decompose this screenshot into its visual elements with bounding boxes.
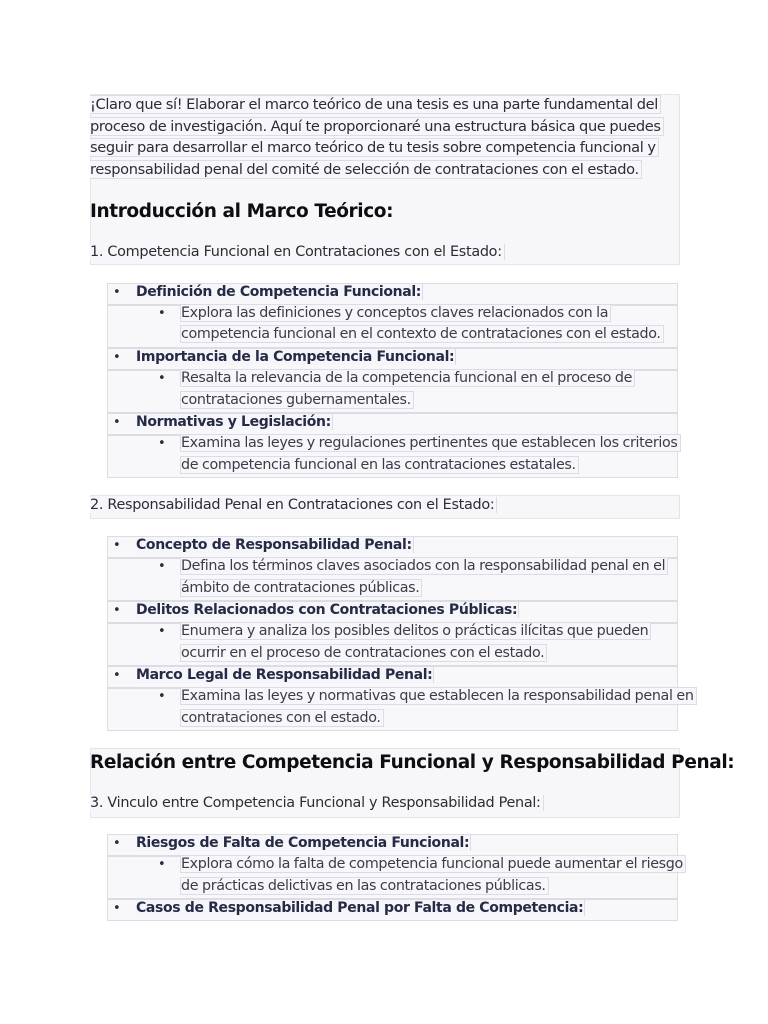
bullet-icon: • [158,436,166,451]
bullet-icon: • [113,901,121,916]
list-item-label: Definición de Competencia Funcional: [136,284,422,300]
bullet-icon: • [158,306,166,321]
list-item-label: Riesgos de Falta de Competencia Funcional: [136,835,470,851]
bullet-icon: • [158,559,166,574]
list-item-label: Concepto de Responsabilidad Penal: [136,537,412,553]
bullet-icon: • [113,668,121,683]
intro-line: proceso de investigación. Aquí te proporcionaré una estructura básica que puedes [90,116,664,138]
bullet-icon: • [158,624,166,639]
detail-line: Explora cómo la falta de competencia funcional puede aumentar el riesgo [180,856,686,872]
detail-line: Resalta la relevancia de la competencia funcional en el proceso de [180,370,635,386]
section-title-3: 3. Vinculo entre Competencia Funcional y Responsabilidad Penal: [90,795,544,811]
intro-paragraph [90,94,664,181]
detail-line: contrataciones con el estado. [180,710,384,726]
bullet-icon: • [113,350,121,365]
intro-line: responsabilidad penal del comité de selección de contrataciones con el estado. [90,159,664,181]
list-item-label: Importancia de la Competencia Funcional: [136,349,455,365]
bullet-icon: • [158,689,166,704]
section-heading-relation: Relación entre Competencia Funcional y Responsabilidad Penal: [90,752,735,773]
list-item-label: Normativas y Legislación: [136,414,331,430]
bullet-icon: • [113,285,121,300]
bullet-icon: • [113,603,121,618]
section-heading-intro: Introducción al Marco Teórico: [90,201,394,222]
detail-line: Explora las definiciones y conceptos claves relacionados con la [180,305,611,321]
detail-line: Examina las leyes y normativas que establecen la responsabilidad penal en [180,688,697,704]
detail-line: Enumera y analiza los posibles delitos o prácticas ilícitas que pueden [180,623,651,639]
section-title-2: 2. Responsabilidad Penal en Contrataciones con el Estado: [90,497,497,513]
detail-line: ocurrir en el proceso de contrataciones con el estado. [180,645,547,661]
bullet-icon: • [113,836,121,851]
detail-line: de prácticas delictivas en las contrataciones públicas. [180,878,549,894]
detail-line: de competencia funcional en las contrataciones estatales. [180,457,579,473]
section-title-1: 1. Competencia Funcional en Contrataciones con el Estado: [90,244,505,260]
detail-line: ámbito de contrataciones públicas. [180,580,422,596]
bullet-icon: • [113,415,121,430]
intro-line: ¡Claro que sí! Elaborar el marco teórico de una tesis es una parte fundamental del [90,94,664,116]
detail-line: contrataciones gubernamentales. [180,392,414,408]
list-item-label: Delitos Relacionados con Contrataciones Públicas: [136,602,518,618]
list-item-label: Marco Legal de Responsabilidad Penal: [136,667,433,683]
bullet-icon: • [158,857,166,872]
list-item-label: Casos de Responsabilidad Penal por Falta de Competencia: [136,900,584,916]
detail-line: Examina las leyes y regulaciones pertinentes que establecen los criterios [180,435,681,451]
intro-line: seguir para desarrollar el marco teórico de tu tesis sobre competencia funcional y [90,137,664,159]
bullet-icon: • [113,538,121,553]
detail-line: competencia funcional en el contexto de contrataciones con el estado. [180,326,664,342]
bullet-icon: • [158,371,166,386]
detail-line: Defina los términos claves asociados con la responsabilidad penal en el [180,558,668,574]
